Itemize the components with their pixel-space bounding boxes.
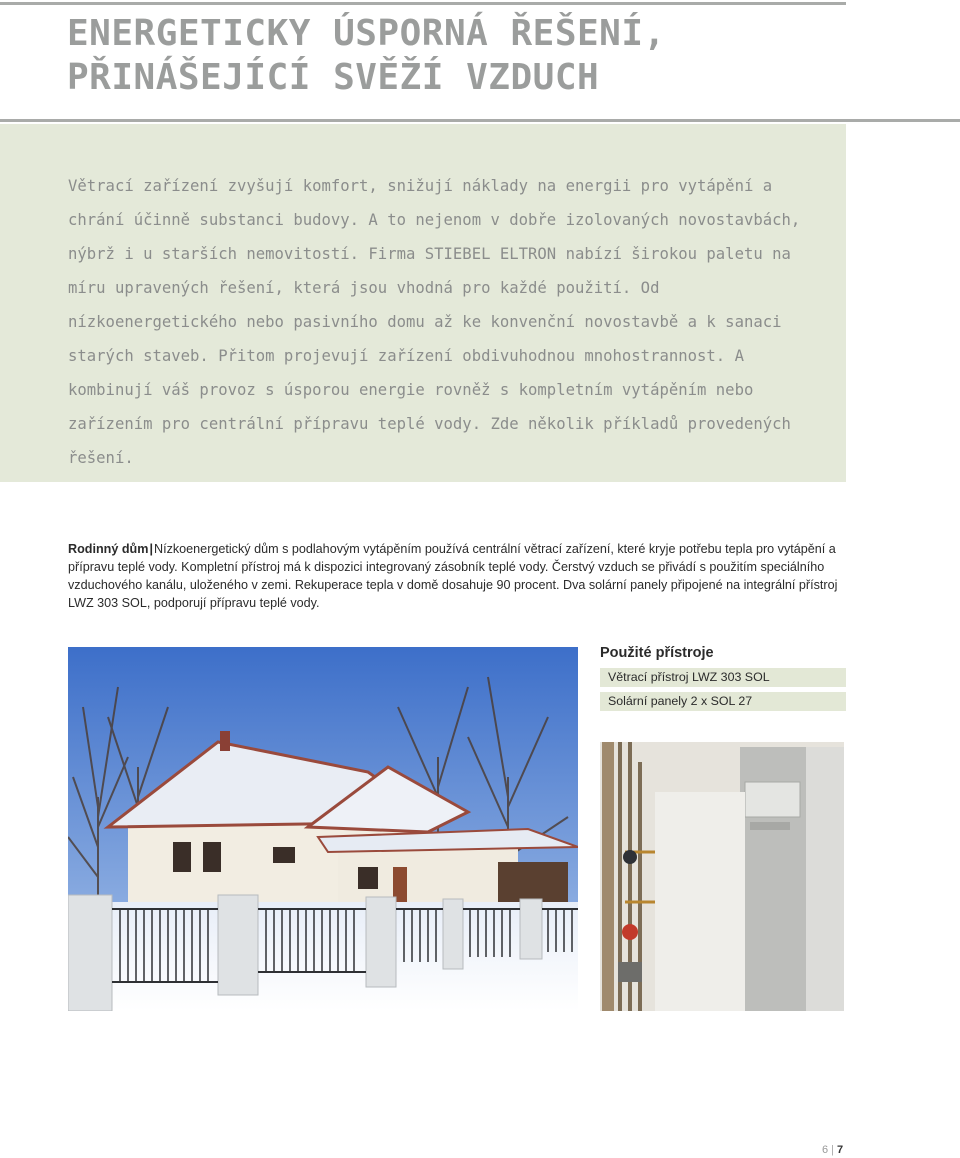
device-item: Větrací přístroj LWZ 303 SOL — [600, 668, 846, 687]
top-rule — [0, 2, 846, 5]
title-divider — [0, 119, 960, 122]
devices-title: Použité přístroje — [600, 645, 714, 661]
page-title-line-2: PŘINÁŠEJÍCÍ SVĚŽÍ VZDUCH — [67, 57, 600, 98]
page-title-line-1: ENERGETICKY ÚSPORNÁ ŘEŠENÍ, — [67, 13, 666, 54]
description-separator: | — [149, 542, 153, 556]
page-title — [67, 12, 867, 100]
page-number-right: 7 — [836, 1144, 844, 1156]
house-description — [68, 540, 848, 612]
description-text: Nízkoenergetický dům s podlahovým vytápěním používá centrální větrací zařízení, které kryje potřebu tepla pro vytápění a přípravu teplé vody. Kompletní přístroj má k dispozici integrovaný zásobník teplé vody. Čerstvý vzduch se přivádí s použitím speciálního vzduchového kanálu, uloženého v zemi. Rekuperace tepla v domě dosahuje 90 procent. Dva solární panely připojené na integrální přístroj LWZ 303 SOL, podporují přípravu teplé vody. — [68, 542, 838, 610]
device-photo — [600, 742, 844, 1011]
intro-panel — [0, 124, 846, 482]
house-photo — [68, 647, 578, 1011]
description-title: Rodinný dům — [68, 542, 149, 556]
device-item: Solární panely 2 x SOL 27 — [600, 692, 846, 711]
page-number-separator: | — [831, 1144, 834, 1156]
page-numbers — [822, 1144, 843, 1156]
intro-text: Větrací zařízení zvyšují komfort, snižují náklady na energii pro vytápění a chrání účinně substanci budovy. A to nejenom v dobře izolovaných novostavbách, nýbrž i u starších nemovitostí. Firma STIEBEL ELTRON nabízí širokou paletu na míru upravených řešení, která jsou vhodná pro každé použití. Od nízkoenergetického nebo pasivního domu až ke konvenční novostavbě a k sanaci starých staveb. Přitom projevují zařízení obdivuhodnou mnohostrannost. A kombinují váš provoz s úsporou energie rovněž s kompletním vytápěním nebo zařízením pro centrální přípravu teplé vody. Zde několik příkladů provedených řešení. — [68, 177, 801, 467]
page-number-left: 6 — [822, 1144, 829, 1156]
